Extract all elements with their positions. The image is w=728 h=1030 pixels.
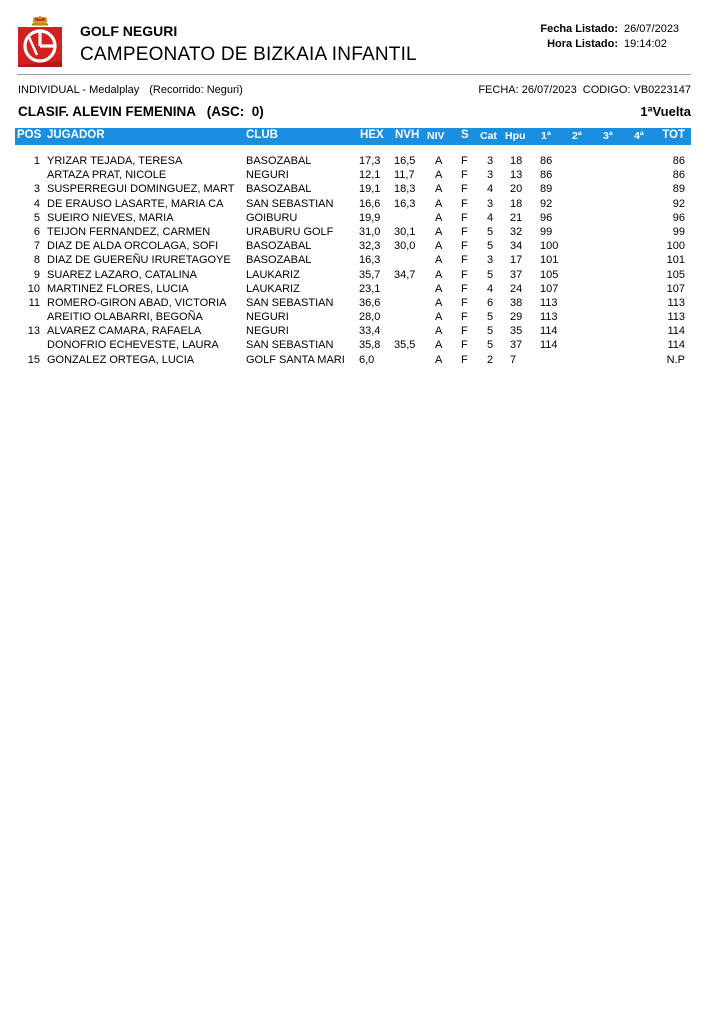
event-title: CAMPEONATO DE BIZKAIA INFANTIL xyxy=(80,44,417,65)
cell-player-name: DE ERAUSO LASARTE, MARIA CA xyxy=(47,197,224,210)
cell-sex: F xyxy=(461,296,468,309)
cell-club: BASOZABAL xyxy=(246,240,312,253)
cell-sex: F xyxy=(461,211,468,224)
cell-category: 5 xyxy=(487,311,494,324)
cell-hex: 36,6 xyxy=(359,296,381,309)
competition-course: (Recorrido: Neguri) xyxy=(149,84,243,96)
cell-player-name: GONZALEZ ORTEGA, LUCIA xyxy=(47,353,195,366)
cell-round-1: 92 xyxy=(540,197,553,210)
cell-hex: 12,1 xyxy=(359,169,381,182)
cell-position: 9 xyxy=(33,268,40,281)
cell-hpu: 37 xyxy=(510,339,523,352)
cell-category: 6 xyxy=(487,296,494,309)
cell-sex: F xyxy=(461,325,468,338)
cell-club: SAN SEBASTIAN xyxy=(246,296,334,309)
cell-nvh: 11,7 xyxy=(394,169,415,182)
cell-hpu: 34 xyxy=(510,240,523,253)
cell-hex: 28,0 xyxy=(359,311,381,324)
competition-date-code xyxy=(478,84,691,96)
neguri-club-logo-icon xyxy=(15,15,65,69)
cell-category: 4 xyxy=(487,183,494,196)
table-row xyxy=(15,183,691,197)
cell-round-1: 107 xyxy=(540,282,559,295)
cell-player-name: MARTINEZ FLORES, LUCIA xyxy=(47,282,189,295)
cell-player-name: AREITIO OLABARRI, BEGOÑA xyxy=(47,311,203,324)
cell-total: 113 xyxy=(667,311,685,324)
cell-player-name: ROMERO-GIRON ABAD, VICTORIA xyxy=(47,296,227,309)
col-cat: Cat xyxy=(480,130,497,142)
list-time: 19:14:02 xyxy=(624,38,667,50)
cell-category: 2 xyxy=(487,353,494,366)
col-hpu: Hpu xyxy=(505,130,526,142)
cell-club: BASOZABAL xyxy=(246,155,312,167)
cell-hpu: 21 xyxy=(510,211,523,224)
cell-hpu: 18 xyxy=(510,197,523,210)
col-total: TOT xyxy=(662,129,685,141)
cell-hex: 35,7 xyxy=(359,268,381,281)
table-row xyxy=(15,212,691,226)
cell-category: 3 xyxy=(487,197,494,210)
cell-niv: A xyxy=(435,353,443,366)
cell-position: 4 xyxy=(33,197,40,210)
cell-sex: F xyxy=(461,197,468,210)
cell-hex: 33,4 xyxy=(359,325,381,338)
col-hex: HEX xyxy=(360,129,384,141)
cell-niv: A xyxy=(435,325,443,338)
table-row xyxy=(15,198,691,212)
cell-sex: F xyxy=(461,311,468,324)
cell-round-1: 100 xyxy=(540,240,559,253)
cell-hpu: 20 xyxy=(510,183,523,196)
cell-round-1: 114 xyxy=(540,325,558,338)
cell-round-1: 86 xyxy=(540,155,553,167)
cell-hpu: 7 xyxy=(510,353,517,366)
cell-club: SAN SEBASTIAN xyxy=(246,339,334,352)
cell-hex: 16,3 xyxy=(359,254,381,267)
table-row xyxy=(15,240,691,254)
cell-hex: 32,3 xyxy=(359,240,381,253)
col-club: CLUB xyxy=(246,129,278,141)
cell-hpu: 17 xyxy=(510,254,523,267)
cell-club: BASOZABAL xyxy=(246,183,312,196)
cell-club: NEGURI xyxy=(246,169,289,182)
table-row xyxy=(15,339,691,353)
cell-category: 5 xyxy=(487,225,494,238)
club-name: GOLF NEGURI xyxy=(80,23,178,39)
table-row xyxy=(15,226,691,240)
cell-round-1: 86 xyxy=(540,169,553,182)
cell-sex: F xyxy=(461,183,468,196)
cell-total: 114 xyxy=(667,339,685,352)
competition-info xyxy=(18,84,243,96)
cell-player-name: ARTAZA PRAT, NICOLE xyxy=(47,169,167,182)
cell-nvh: 18,3 xyxy=(394,183,416,196)
cell-hex: 19,1 xyxy=(359,183,381,196)
cell-round-1: 101 xyxy=(540,254,559,267)
cell-sex: F xyxy=(461,353,468,366)
cell-total: 89 xyxy=(672,183,685,196)
cell-hex: 6,0 xyxy=(359,353,375,366)
cell-position: 8 xyxy=(33,254,40,267)
competition-date: FECHA: 26/07/2023 xyxy=(478,84,577,96)
cell-sex: F xyxy=(461,225,468,238)
table-row xyxy=(15,169,691,183)
col-nvh: NVH xyxy=(395,129,420,141)
col-round-1: 1ª xyxy=(541,130,551,142)
cell-total: N.P xyxy=(666,353,685,366)
cell-club: URABURU GOLF xyxy=(246,225,334,238)
cell-hpu: 18 xyxy=(510,155,523,167)
cell-sex: F xyxy=(461,240,468,253)
cell-player-name: YRIZAR TEJADA, TERESA xyxy=(47,155,183,167)
cell-hpu: 32 xyxy=(510,225,523,238)
cell-total: 86 xyxy=(672,155,685,167)
table-row xyxy=(15,354,691,368)
cell-position: 6 xyxy=(33,225,40,238)
cell-position: 15 xyxy=(27,353,40,366)
cell-category: 5 xyxy=(487,339,494,352)
cell-hex: 35,8 xyxy=(359,339,381,352)
cell-niv: A xyxy=(435,169,443,182)
cell-player-name: SUSPERREGUI DOMINGUEZ, MART xyxy=(47,183,235,196)
table-row xyxy=(15,254,691,268)
section-title: CLASIF. ALEVIN FEMENINA (ASC: 0) xyxy=(18,104,264,119)
cell-position: 1 xyxy=(33,155,40,167)
cell-position: 10 xyxy=(27,282,40,295)
col-niv: NIV xyxy=(427,130,445,142)
cell-round-1: 89 xyxy=(540,183,553,196)
cell-club: LAUKARIZ xyxy=(246,268,300,281)
cell-total: 113 xyxy=(667,296,685,309)
cell-total: 92 xyxy=(672,197,685,210)
cell-round-1: 99 xyxy=(540,225,553,238)
col-round-4: 4ª xyxy=(634,130,644,142)
cell-hex: 31,0 xyxy=(359,225,381,238)
cell-hpu: 35 xyxy=(510,325,523,338)
cell-position: 13 xyxy=(27,325,40,338)
table-row xyxy=(15,269,691,283)
cell-total: 100 xyxy=(666,240,685,253)
cell-position: 11 xyxy=(28,296,40,309)
col-player: JUGADOR xyxy=(47,129,105,141)
cell-position: 7 xyxy=(33,240,40,253)
cell-sex: F xyxy=(461,169,468,182)
cell-category: 3 xyxy=(487,169,494,182)
cell-club: GOIBURU xyxy=(246,211,298,224)
competition-mode: INDIVIDUAL - Medalplay xyxy=(18,84,140,96)
results-table xyxy=(15,155,691,368)
cell-niv: A xyxy=(435,211,443,224)
cell-niv: A xyxy=(435,311,443,324)
cell-total: 99 xyxy=(672,225,685,238)
cell-hex: 23,1 xyxy=(359,282,381,295)
cell-player-name: TEIJON FERNANDEZ, CARMEN xyxy=(47,225,211,238)
cell-category: 5 xyxy=(487,325,494,338)
cell-sex: F xyxy=(461,282,468,295)
cell-category: 5 xyxy=(487,268,494,281)
cell-position: 3 xyxy=(33,183,40,196)
cell-club: BASOZABAL xyxy=(246,254,312,267)
cell-total: 105 xyxy=(666,268,685,281)
list-date-label: Fecha Listado: xyxy=(540,23,618,35)
cell-position: 5 xyxy=(33,211,40,224)
cell-hpu: 29 xyxy=(510,311,523,324)
cell-total: 107 xyxy=(666,282,685,295)
cell-total: 114 xyxy=(667,325,685,338)
cell-nvh: 16,5 xyxy=(394,155,416,167)
table-row xyxy=(15,297,691,311)
cell-club: NEGURI xyxy=(246,325,289,338)
cell-hpu: 13 xyxy=(510,169,523,182)
cell-club: GOLF SANTA MARI xyxy=(246,353,345,366)
table-row xyxy=(15,311,691,325)
cell-player-name: SUAREZ LAZARO, CATALINA xyxy=(47,268,197,281)
col-round-2: 2ª xyxy=(572,130,582,142)
cell-niv: A xyxy=(435,339,443,352)
cell-nvh: 30,0 xyxy=(394,240,416,253)
cell-player-name: ALVAREZ CAMARA, RAFAELA xyxy=(47,325,202,338)
cell-sex: F xyxy=(461,254,468,267)
table-row xyxy=(15,325,691,339)
competition-code: CODIGO: VB0223147 xyxy=(582,84,691,96)
cell-niv: A xyxy=(435,268,443,281)
cell-hex: 16,6 xyxy=(359,197,381,210)
crown-icon xyxy=(32,16,48,26)
cell-sex: F xyxy=(461,155,468,167)
cell-round-1: 105 xyxy=(540,268,559,281)
col-round-3: 3ª xyxy=(603,130,613,142)
listing-meta xyxy=(540,22,680,52)
cell-nvh: 30,1 xyxy=(394,225,416,238)
cell-total: 86 xyxy=(672,169,685,182)
cell-niv: A xyxy=(435,296,443,309)
list-time-label: Hora Listado: xyxy=(547,38,618,50)
cell-niv: A xyxy=(435,282,443,295)
cell-player-name: DONOFRIO ECHEVESTE, LAURA xyxy=(47,339,219,352)
cell-sex: F xyxy=(461,268,468,281)
cell-club: SAN SEBASTIAN xyxy=(246,197,334,210)
cell-category: 5 xyxy=(487,240,494,253)
cell-player-name: SUEIRO NIEVES, MARIA xyxy=(47,211,174,224)
cell-round-1: 113 xyxy=(540,311,558,324)
cell-category: 4 xyxy=(487,282,494,295)
cell-nvh: 34,7 xyxy=(394,268,416,281)
round-label: 1ªVuelta xyxy=(640,104,691,119)
cell-player-name: DIAZ DE ALDA ORCOLAGA, SOFI xyxy=(47,240,219,253)
cell-hex: 19,9 xyxy=(359,211,381,224)
cell-round-1: 113 xyxy=(540,296,558,309)
cell-niv: A xyxy=(435,254,443,267)
cell-niv: A xyxy=(435,225,443,238)
cell-club: NEGURI xyxy=(246,311,289,324)
cell-category: 3 xyxy=(487,155,494,167)
cell-niv: A xyxy=(435,240,443,253)
list-date: 26/07/2023 xyxy=(624,23,680,35)
table-row xyxy=(15,155,691,169)
col-pos: POS xyxy=(17,129,42,141)
cell-total: 96 xyxy=(672,211,685,224)
cell-club: LAUKARIZ xyxy=(246,282,300,295)
cell-nvh: 35,5 xyxy=(394,339,416,352)
cell-hpu: 37 xyxy=(510,268,523,281)
cell-category: 4 xyxy=(487,211,494,224)
cell-sex: F xyxy=(461,339,468,352)
cell-total: 101 xyxy=(666,254,685,267)
table-row xyxy=(15,283,691,297)
cell-nvh: 16,3 xyxy=(394,197,416,210)
cell-round-1: 96 xyxy=(540,211,553,224)
cell-round-1: 114 xyxy=(540,339,558,352)
cell-niv: A xyxy=(435,155,443,167)
cell-niv: A xyxy=(435,197,443,210)
table-header xyxy=(15,128,691,145)
col-s: S xyxy=(461,129,469,141)
header-divider xyxy=(17,74,691,75)
cell-niv: A xyxy=(435,183,443,196)
cell-player-name: DIAZ DE GUEREÑU IRURETAGOYE xyxy=(47,254,231,267)
cell-hex: 17,3 xyxy=(359,155,381,167)
cell-hpu: 38 xyxy=(510,296,523,309)
cell-hpu: 24 xyxy=(510,282,523,295)
cell-category: 3 xyxy=(487,254,494,267)
